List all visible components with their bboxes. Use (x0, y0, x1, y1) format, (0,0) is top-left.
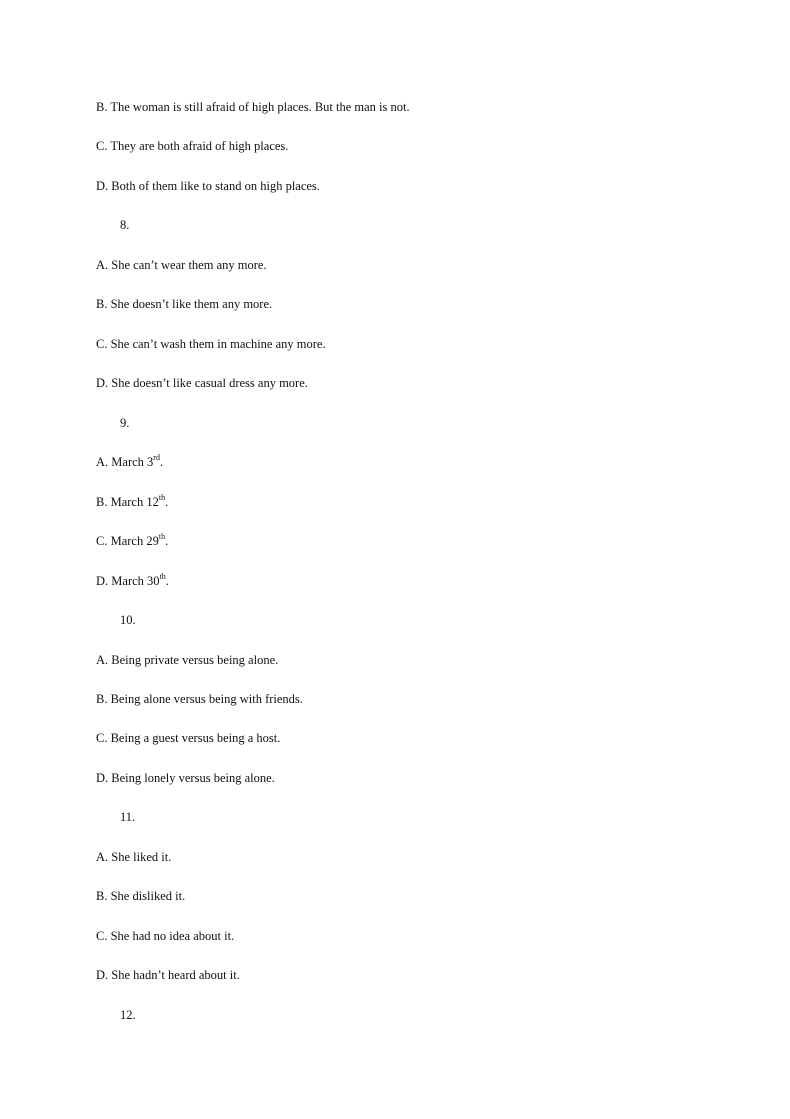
option-text: C. She had no idea about it. (96, 929, 235, 943)
option-8-a (96, 257, 267, 273)
option-7-b (96, 99, 410, 115)
option-11-b (96, 888, 185, 904)
option-text: B. March 12 (96, 495, 159, 509)
option-11-c (96, 928, 234, 944)
question-number-9 (120, 415, 129, 431)
option-9-d (96, 573, 169, 589)
option-text: A. She liked it. (96, 850, 172, 864)
option-text: B. She doesn’t like them any more. (96, 297, 273, 311)
option-10-b (96, 691, 303, 707)
option-text: B. Being alone versus being with friends. (96, 692, 303, 706)
question-number-12 (120, 1007, 136, 1023)
question-number-text: 9. (120, 416, 130, 430)
option-11-d (96, 967, 240, 983)
option-text: C. Being a guest versus being a host. (96, 731, 281, 745)
question-number-text: 10. (120, 613, 136, 627)
option-8-c (96, 336, 326, 352)
option-text: D. Being lonely versus being alone. (96, 771, 275, 785)
question-number-10 (120, 612, 136, 628)
option-text: D. She hadn’t heard about it. (96, 968, 240, 982)
option-9-c (96, 533, 168, 549)
option-9-a (96, 454, 163, 470)
question-number-text: 8. (120, 218, 130, 232)
option-10-d (96, 770, 275, 786)
option-9-b (96, 494, 168, 510)
option-text: C. March 29 (96, 534, 159, 548)
ordinal-suffix: rd (153, 452, 160, 462)
option-text: D. March 30 (96, 574, 160, 588)
option-tail: . (165, 534, 169, 548)
option-7-d (96, 178, 320, 194)
option-8-b (96, 296, 272, 312)
ordinal-suffix: th (158, 531, 166, 541)
question-number-text: 11. (120, 810, 136, 824)
option-text: A. Being private versus being alone. (96, 653, 279, 667)
ordinal-suffix: th (159, 571, 166, 581)
option-10-c (96, 730, 280, 746)
option-text: B. The woman is still afraid of high places. But the man is not. (96, 100, 410, 114)
option-text: B. She disliked it. (96, 889, 186, 903)
option-11-a (96, 849, 171, 865)
option-text: C. She can’t wash them in machine any more. (96, 337, 326, 351)
option-text: A. She can’t wear them any more. (96, 258, 267, 272)
ordinal-suffix: th (158, 492, 166, 502)
option-10-a (96, 652, 278, 668)
option-tail: . (165, 574, 169, 588)
option-7-c (96, 138, 288, 154)
option-text: D. Both of them like to stand on high places. (96, 179, 320, 193)
option-text: D. She doesn’t like casual dress any more. (96, 376, 308, 390)
question-number-8 (120, 217, 129, 233)
option-text: C. They are both afraid of high places. (96, 139, 289, 153)
option-8-d (96, 375, 308, 391)
option-tail: . (165, 495, 169, 509)
question-number-text: 12. (120, 1008, 136, 1022)
question-number-11 (120, 809, 135, 825)
option-text: A. March 3 (96, 455, 154, 469)
option-tail: . (159, 455, 164, 469)
